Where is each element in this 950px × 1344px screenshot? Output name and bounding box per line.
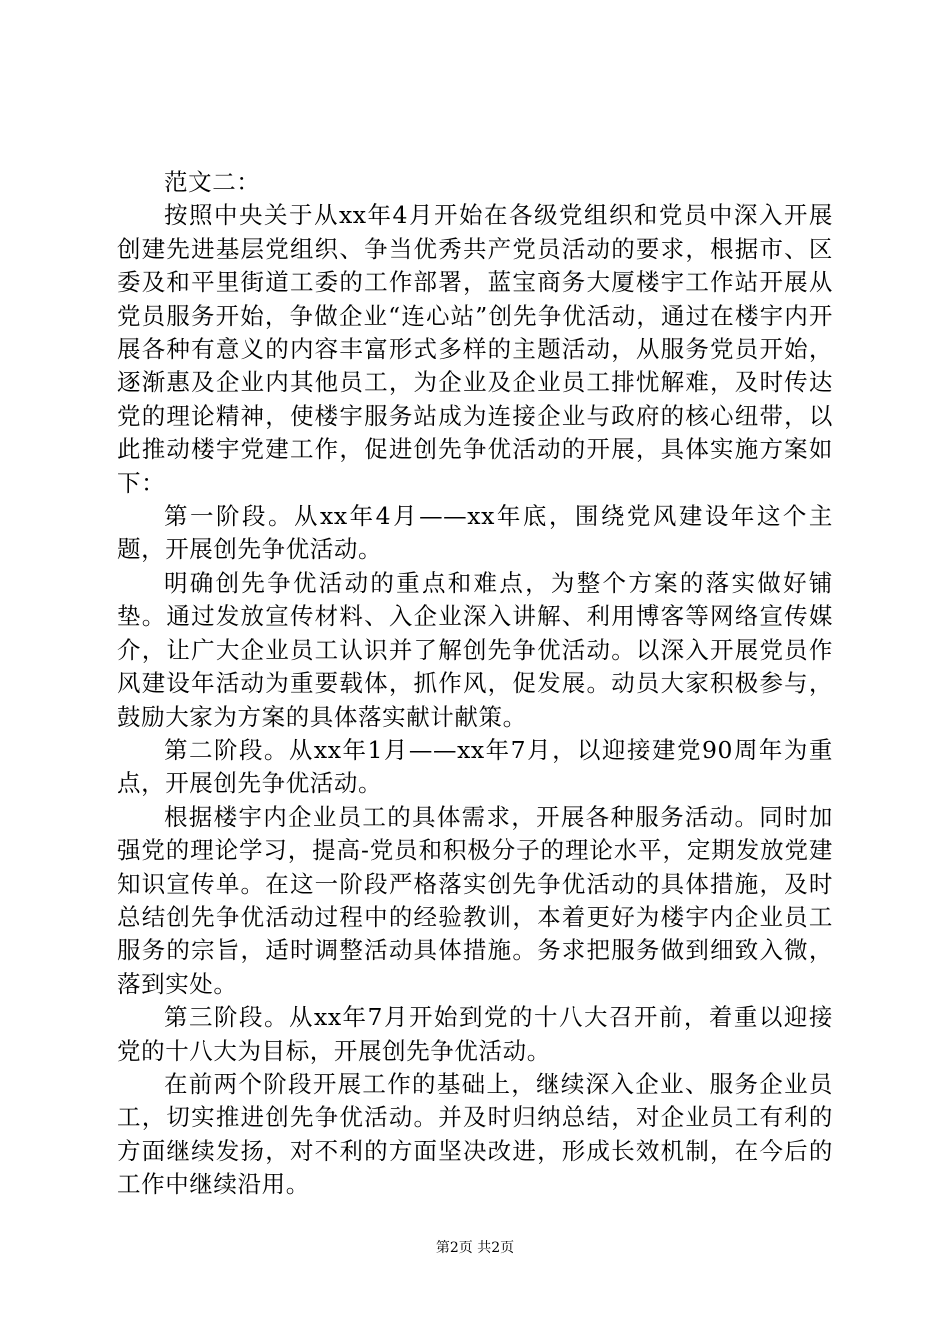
paragraph-stage-three: 第三阶段。从xx年7月开始到党的十八大召开前，着重以迎接党的十八大为目标，开展创先争优活动。 [117, 1003, 833, 1065]
paragraph-intro: 按照中央关于从xx年4月开始在各级党组织和党员中深入开展创建先进基层党组织、争当优秀共产党员活动的要求，根据市、区委及和平里街道工委的工作部署，蓝宝商务大厦楼宇工作站开展从党员服务开始，争做企业“连心站”创先争优活动，通过在楼宇内开展各种有意义的内容丰富形式多样的主题活动，从服务党员开始，逐渐惠及企业内其他员工，为企业及企业员工排忧解难，及时传达党的理论精神，使楼宇服务站成为连接企业与政府的核心纽带，以此推动楼宇党建工作，促进创先争优活动的开展，具体实施方案如下： [117, 201, 833, 497]
paragraph-stage-one: 第一阶段。从xx年4月——xx年底，围绕党风建设年这个主题，开展创先争优活动。 [117, 502, 833, 564]
paragraph-stage-one-detail: 明确创先争优活动的重点和难点，为整个方案的落实做好铺垫。通过发放宣传材料、入企业深入讲解、利用博客等网络宣传媒介，让广大企业员工认识并了解创先争优活动。以深入开展党员作风建设年活动为重要载体，抓作风，促发展。动员大家积极参与，鼓励大家为方案的具体落实献计献策。 [117, 568, 833, 731]
paragraph-stage-three-detail: 在前两个阶段开展工作的基础上，继续深入企业、服务企业员工，切实推进创先争优活动。并及时归纳总结，对企业员工有利的方面继续发扬，对不利的方面坚决改进，形成长效机制，在今后的工作中继续沿用。 [117, 1069, 833, 1199]
paragraph-stage-two: 第二阶段。从xx年1月——xx年7月，以迎接建党90周年为重点，开展创先争优活动。 [117, 735, 833, 798]
document-body [117, 166, 833, 1202]
section-heading: 范文二： [164, 168, 261, 196]
page-footer: 第2页 共2页 [435, 1240, 515, 1256]
paragraph-stage-two-detail: 根据楼宇内企业员工的具体需求，开展各种服务活动。同时加强党的理论学习，提高-党员和积极分子的理论水平，定期发放党建知识宣传单。在这一阶段严格落实创先争优活动的具体措施，及时总结创先争优活动过程中的经验教训，本着更好为楼宇内企业员工服务的宗旨，适时调整活动具体措施。务求把服务做到细致入微，落到实处。 [117, 802, 833, 998]
